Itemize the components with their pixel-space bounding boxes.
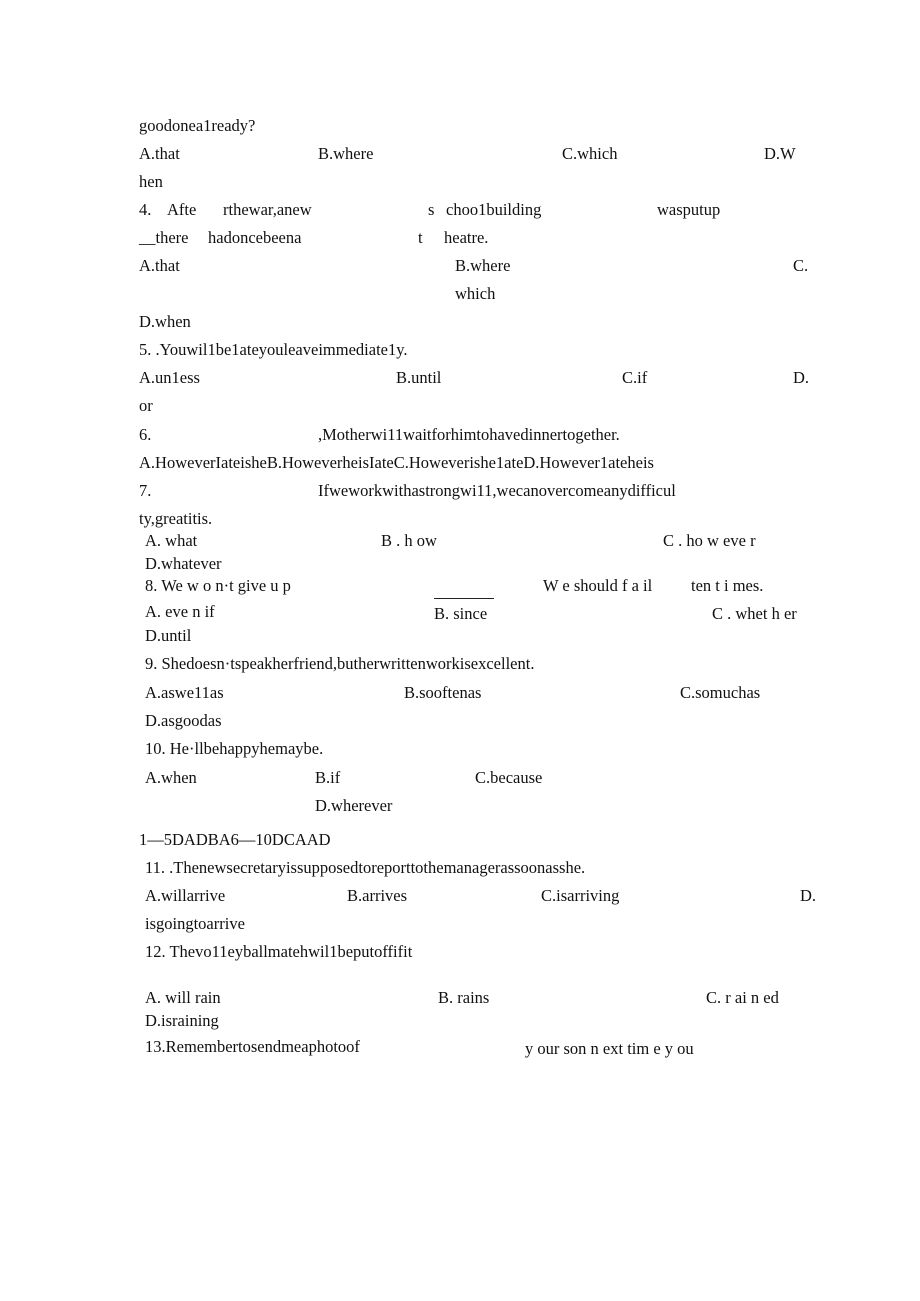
q7-stem-cont: ty,greatitis.: [139, 509, 213, 528]
q4-stem-part: rthewar,anew: [223, 200, 312, 219]
q12-option-c: C. r ai n ed: [706, 988, 779, 1007]
q3-option-d: D.W: [764, 144, 796, 163]
q4-stem-part: t: [418, 228, 423, 247]
q4-stem-part: wasputup: [657, 200, 721, 219]
q4-option-c-cont: which: [455, 284, 496, 303]
q10-option-d: D.wherever: [315, 796, 393, 815]
q4-stem-part: Afte: [167, 200, 197, 219]
q4-number: 4.: [139, 200, 152, 219]
q3-option-c: C.which: [562, 144, 618, 163]
q7-stem: Ifweworkwithastrongwi11,wecanovercomeanydifficul: [318, 481, 676, 500]
q8-option-b: B. since: [434, 604, 488, 623]
q12-option-a: A. will rain: [145, 988, 221, 1007]
q8-stem: 8. We w o n·t give u p: [145, 576, 291, 595]
q11-option-c: C.isarriving: [541, 886, 620, 905]
q13-stem: 13.Remembertosendmeaphotoof: [145, 1037, 360, 1056]
q4-stem-part: __there: [139, 228, 189, 247]
q6-stem: ,Motherwi11waitforhimtohavedinnertogether.: [318, 425, 620, 444]
q4-option-d: D.when: [139, 312, 191, 331]
q8-option-d: D.until: [145, 626, 192, 645]
q10-option-a: A.when: [145, 768, 197, 787]
q7-option-b: B . h ow: [381, 531, 437, 550]
q12-stem: 12. Thevo11eyballmatehwil1beputoffifit: [145, 942, 413, 961]
q3-option-a: A.that: [139, 144, 180, 163]
q8-stem-part: W e should f a il: [543, 576, 653, 595]
q11-option-a: A.willarrive: [145, 886, 226, 905]
q13-stem-part: y our son n ext tim e y ou: [525, 1039, 694, 1058]
q12-option-b: B. rains: [438, 988, 490, 1007]
q4-option-c: C.: [793, 256, 809, 275]
q9-stem: 9. Shedoesn·tspeakherfriend,butherwrittenworkisexcellent.: [145, 654, 535, 673]
q7-option-a: A. what: [145, 531, 198, 550]
q11-stem: 11. .Thenewsecretaryissupposedtoreporttothemanagerassoonasshe.: [145, 858, 586, 877]
q8-option-c: C . whet h er: [712, 604, 797, 623]
q7-option-d: D.whatever: [145, 554, 222, 573]
q10-stem: 10. He·llbehappyhemaybe.: [145, 739, 324, 758]
q9-option-a: A.aswe11as: [145, 683, 224, 702]
q4-stem-part: heatre.: [444, 228, 489, 247]
q7-option-c: C . ho w eve r: [663, 531, 756, 550]
q8-option-a: A. eve n if: [145, 602, 215, 621]
q10-option-c: C.because: [475, 768, 543, 787]
answer-key: 1—5DADBA6—10DCAAD: [139, 830, 331, 849]
q9-option-d: D.asgoodas: [145, 711, 222, 730]
q3-option-b: B.where: [318, 144, 374, 163]
q4-option-a: A.that: [139, 256, 180, 275]
q5-option-a: A.un1ess: [139, 368, 200, 387]
q12-option-d: D.israining: [145, 1011, 219, 1030]
q9-option-c: C.somuchas: [680, 683, 761, 702]
q10-option-b: B.if: [315, 768, 341, 787]
q4-option-b: B.where: [455, 256, 511, 275]
q3-option-d-cont: hen: [139, 172, 163, 191]
q11-option-b: B.arrives: [347, 886, 408, 905]
q5-option-b: B.until: [396, 368, 442, 387]
q3-stem-end: goodonea1ready?: [139, 116, 256, 135]
q5-stem: 5. .Youwil1be1ateyouleaveimmediate1y.: [139, 340, 408, 359]
q5-option-d: D.: [793, 368, 810, 387]
q8-answer-blank: [434, 598, 494, 599]
q4-stem-part: hadoncebeena: [208, 228, 302, 247]
q11-option-d-cont: isgoingtoarrive: [145, 914, 245, 933]
q4-stem-part: s: [428, 200, 435, 219]
q5-option-c: C.if: [622, 368, 648, 387]
q6-options: A.HoweverIateisheB.HoweverheisIateC.Howeverishe1ateD.However1ateheis: [139, 453, 654, 472]
q9-option-b: B.sooftenas: [404, 683, 482, 702]
q11-option-d: D.: [800, 886, 817, 905]
q5-option-d-cont: or: [139, 396, 153, 415]
q6-number: 6.: [139, 425, 152, 444]
q4-stem-part: choo1building: [446, 200, 542, 219]
q7-number: 7.: [139, 481, 152, 500]
q8-stem-part: ten t i mes.: [691, 576, 764, 595]
